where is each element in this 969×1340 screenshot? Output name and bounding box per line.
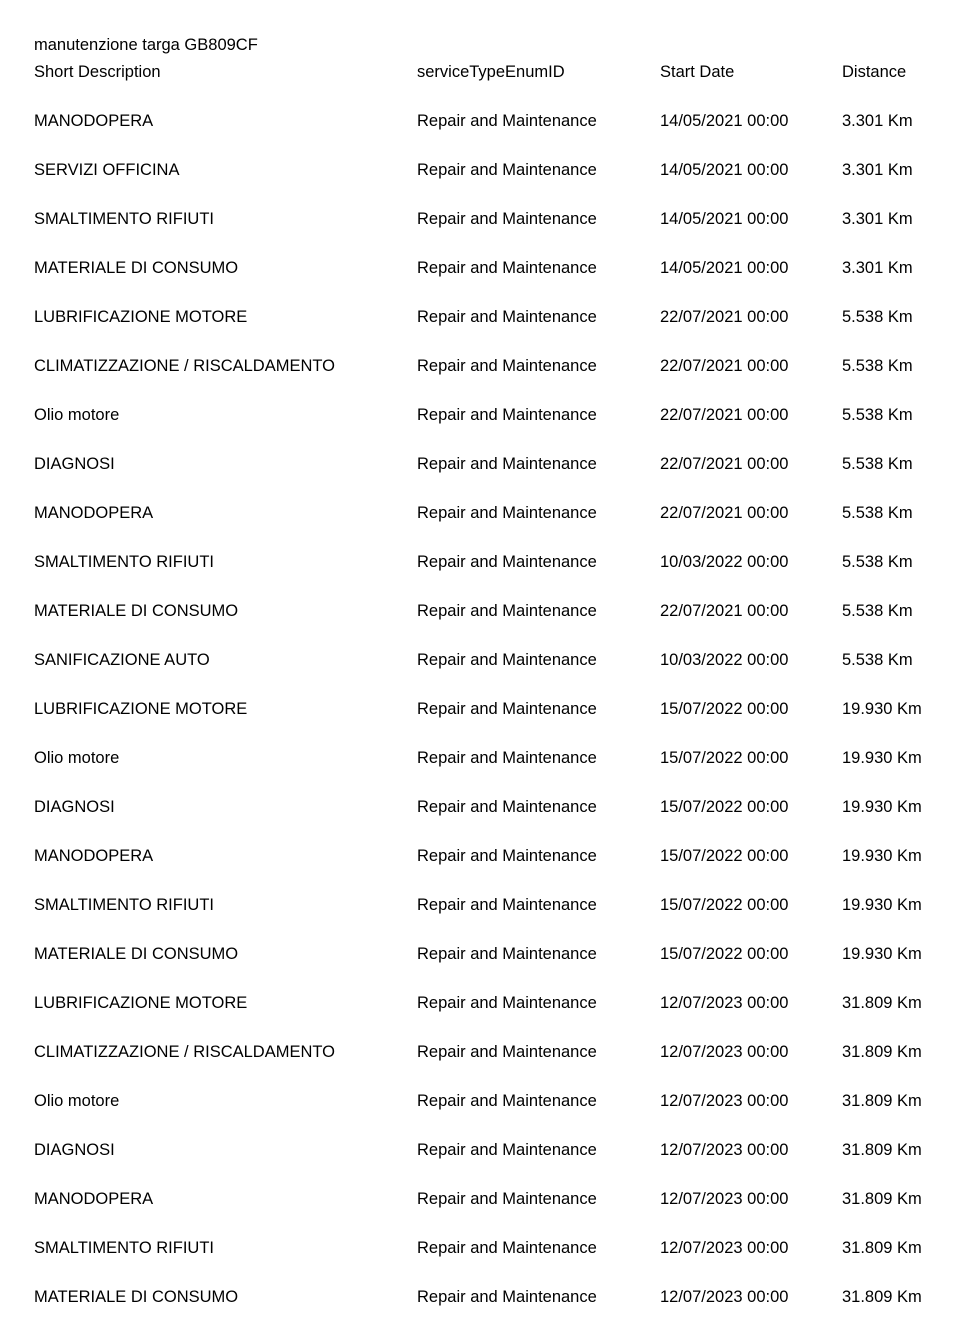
cell-start-date: 12/07/2023 00:00 xyxy=(660,1042,789,1061)
cell-service-type-enum-id: Repair and Maintenance xyxy=(417,503,597,522)
cell-short-description: SMALTIMENTO RIFIUTI xyxy=(34,895,214,914)
cell-short-description: CLIMATIZZAZIONE / RISCALDAMENTO xyxy=(34,1042,336,1061)
cell-short-description: DIAGNOSI xyxy=(34,454,115,473)
table-row xyxy=(34,783,969,832)
cell-service-type-enum-id: Repair and Maintenance xyxy=(417,111,597,130)
cell-start-date: 15/07/2022 00:00 xyxy=(660,846,789,865)
cell-service-type-enum-id: Repair and Maintenance xyxy=(417,454,597,473)
cell-service-type-enum-id: Repair and Maintenance xyxy=(417,650,597,669)
cell-distance: 5.538 Km xyxy=(842,454,913,473)
cell-service-type-enum-id: Repair and Maintenance xyxy=(417,846,597,865)
cell-distance: 5.538 Km xyxy=(842,405,913,424)
cell-start-date: 15/07/2022 00:00 xyxy=(660,797,789,816)
cell-distance: 3.301 Km xyxy=(842,209,913,228)
table-row xyxy=(34,293,969,342)
table-row xyxy=(34,734,969,783)
cell-distance: 5.538 Km xyxy=(842,503,913,522)
cell-short-description: LUBRIFICAZIONE MOTORE xyxy=(34,307,248,326)
cell-start-date: 10/03/2022 00:00 xyxy=(660,552,789,571)
table-row xyxy=(34,979,969,1028)
cell-service-type-enum-id: Repair and Maintenance xyxy=(417,1140,597,1159)
cell-short-description: Olio motore xyxy=(34,1091,120,1110)
table-row xyxy=(34,489,969,538)
cell-service-type-enum-id: Repair and Maintenance xyxy=(417,1238,597,1257)
cell-start-date: 10/03/2022 00:00 xyxy=(660,650,789,669)
cell-short-description: SMALTIMENTO RIFIUTI xyxy=(34,1238,214,1257)
cell-distance: 19.930 Km xyxy=(842,944,922,963)
cell-service-type-enum-id: Repair and Maintenance xyxy=(417,748,597,767)
cell-start-date: 14/05/2021 00:00 xyxy=(660,111,789,130)
cell-short-description: MANODOPERA xyxy=(34,111,154,130)
cell-distance: 19.930 Km xyxy=(842,797,922,816)
table-row xyxy=(34,1175,969,1224)
cell-service-type-enum-id: Repair and Maintenance xyxy=(417,160,597,179)
cell-distance: 5.538 Km xyxy=(842,552,913,571)
cell-distance: 31.809 Km xyxy=(842,1042,922,1061)
table-row xyxy=(34,244,969,293)
cell-service-type-enum-id: Repair and Maintenance xyxy=(417,552,597,571)
cell-start-date: 15/07/2022 00:00 xyxy=(660,699,789,718)
cell-service-type-enum-id: Repair and Maintenance xyxy=(417,1189,597,1208)
page-title: manutenzione targa GB809CF xyxy=(34,36,258,54)
cell-service-type-enum-id: Repair and Maintenance xyxy=(417,209,597,228)
cell-service-type-enum-id: Repair and Maintenance xyxy=(417,895,597,914)
table-row xyxy=(34,1028,969,1077)
cell-distance: 19.930 Km xyxy=(842,846,922,865)
cell-short-description: SMALTIMENTO RIFIUTI xyxy=(34,552,214,571)
cell-start-date: 12/07/2023 00:00 xyxy=(660,1287,789,1306)
cell-distance: 31.809 Km xyxy=(842,1189,922,1208)
cell-short-description: CLIMATIZZAZIONE / RISCALDAMENTO xyxy=(34,356,336,375)
cell-short-description: MATERIALE DI CONSUMO xyxy=(34,1287,239,1306)
table-row xyxy=(34,1273,969,1322)
cell-distance: 31.809 Km xyxy=(842,1287,922,1306)
cell-short-description: Olio motore xyxy=(34,748,120,767)
table-row xyxy=(34,1224,969,1273)
cell-start-date: 15/07/2022 00:00 xyxy=(660,944,789,963)
cell-start-date: 12/07/2023 00:00 xyxy=(660,1091,789,1110)
column-header-short-description: Short Description xyxy=(34,63,161,81)
table-row xyxy=(34,440,969,489)
cell-distance: 5.538 Km xyxy=(842,356,913,375)
column-header-distance: Distance xyxy=(842,63,907,81)
table-row xyxy=(34,587,969,636)
cell-service-type-enum-id: Repair and Maintenance xyxy=(417,356,597,375)
cell-service-type-enum-id: Repair and Maintenance xyxy=(417,993,597,1012)
table-row xyxy=(34,685,969,734)
cell-short-description: MANODOPERA xyxy=(34,846,154,865)
table-row xyxy=(34,146,969,195)
cell-start-date: 14/05/2021 00:00 xyxy=(660,160,789,179)
cell-service-type-enum-id: Repair and Maintenance xyxy=(417,1091,597,1110)
cell-short-description: MANODOPERA xyxy=(34,1189,154,1208)
cell-service-type-enum-id: Repair and Maintenance xyxy=(417,944,597,963)
cell-distance: 19.930 Km xyxy=(842,748,922,767)
cell-start-date: 12/07/2023 00:00 xyxy=(660,993,789,1012)
cell-distance: 3.301 Km xyxy=(842,111,913,130)
table-row xyxy=(34,391,969,440)
cell-distance: 19.930 Km xyxy=(842,895,922,914)
cell-short-description: LUBRIFICAZIONE MOTORE xyxy=(34,993,248,1012)
cell-short-description: DIAGNOSI xyxy=(34,797,115,816)
cell-start-date: 22/07/2021 00:00 xyxy=(660,307,789,326)
cell-short-description: SANIFICAZIONE AUTO xyxy=(34,650,210,669)
cell-distance: 5.538 Km xyxy=(842,650,913,669)
cell-distance: 19.930 Km xyxy=(842,699,922,718)
cell-start-date: 14/05/2021 00:00 xyxy=(660,258,789,277)
table-row xyxy=(34,1077,969,1126)
table-row xyxy=(34,930,969,979)
cell-service-type-enum-id: Repair and Maintenance xyxy=(417,601,597,620)
column-header-start-date: Start Date xyxy=(660,63,735,81)
cell-distance: 31.809 Km xyxy=(842,1091,922,1110)
cell-short-description: SERVIZI OFFICINA xyxy=(34,160,180,179)
cell-distance: 31.809 Km xyxy=(842,1140,922,1159)
cell-start-date: 12/07/2023 00:00 xyxy=(660,1189,789,1208)
cell-distance: 5.538 Km xyxy=(842,601,913,620)
table-row xyxy=(34,342,969,391)
cell-service-type-enum-id: Repair and Maintenance xyxy=(417,699,597,718)
cell-short-description: DIAGNOSI xyxy=(34,1140,115,1159)
cell-service-type-enum-id: Repair and Maintenance xyxy=(417,1042,597,1061)
cell-start-date: 14/05/2021 00:00 xyxy=(660,209,789,228)
table-row xyxy=(34,97,969,146)
cell-start-date: 22/07/2021 00:00 xyxy=(660,356,789,375)
cell-short-description: SMALTIMENTO RIFIUTI xyxy=(34,209,214,228)
table-row xyxy=(34,538,969,587)
cell-distance: 3.301 Km xyxy=(842,258,913,277)
table-body xyxy=(34,97,969,1322)
cell-service-type-enum-id: Repair and Maintenance xyxy=(417,307,597,326)
cell-service-type-enum-id: Repair and Maintenance xyxy=(417,258,597,277)
cell-short-description: MATERIALE DI CONSUMO xyxy=(34,944,239,963)
table-row xyxy=(34,881,969,930)
cell-distance: 5.538 Km xyxy=(842,307,913,326)
cell-start-date: 22/07/2021 00:00 xyxy=(660,454,789,473)
cell-short-description: MATERIALE DI CONSUMO xyxy=(34,601,239,620)
column-header-service-type-enum-id: serviceTypeEnumID xyxy=(417,63,565,81)
cell-service-type-enum-id: Repair and Maintenance xyxy=(417,797,597,816)
cell-start-date: 22/07/2021 00:00 xyxy=(660,405,789,424)
cell-distance: 3.301 Km xyxy=(842,160,913,179)
cell-service-type-enum-id: Repair and Maintenance xyxy=(417,405,597,424)
cell-distance: 31.809 Km xyxy=(842,1238,922,1257)
cell-start-date: 12/07/2023 00:00 xyxy=(660,1140,789,1159)
cell-short-description: LUBRIFICAZIONE MOTORE xyxy=(34,699,248,718)
cell-start-date: 15/07/2022 00:00 xyxy=(660,748,789,767)
table-header xyxy=(34,59,969,86)
cell-start-date: 22/07/2021 00:00 xyxy=(660,601,789,620)
table-row xyxy=(34,832,969,881)
cell-start-date: 15/07/2022 00:00 xyxy=(660,895,789,914)
cell-start-date: 22/07/2021 00:00 xyxy=(660,503,789,522)
table-row xyxy=(34,1126,969,1175)
table-row xyxy=(34,195,969,244)
cell-distance: 31.809 Km xyxy=(842,993,922,1012)
cell-short-description: MANODOPERA xyxy=(34,503,154,522)
cell-start-date: 12/07/2023 00:00 xyxy=(660,1238,789,1257)
table-row xyxy=(34,636,969,685)
cell-short-description: MATERIALE DI CONSUMO xyxy=(34,258,239,277)
cell-service-type-enum-id: Repair and Maintenance xyxy=(417,1287,597,1306)
cell-short-description: Olio motore xyxy=(34,405,120,424)
